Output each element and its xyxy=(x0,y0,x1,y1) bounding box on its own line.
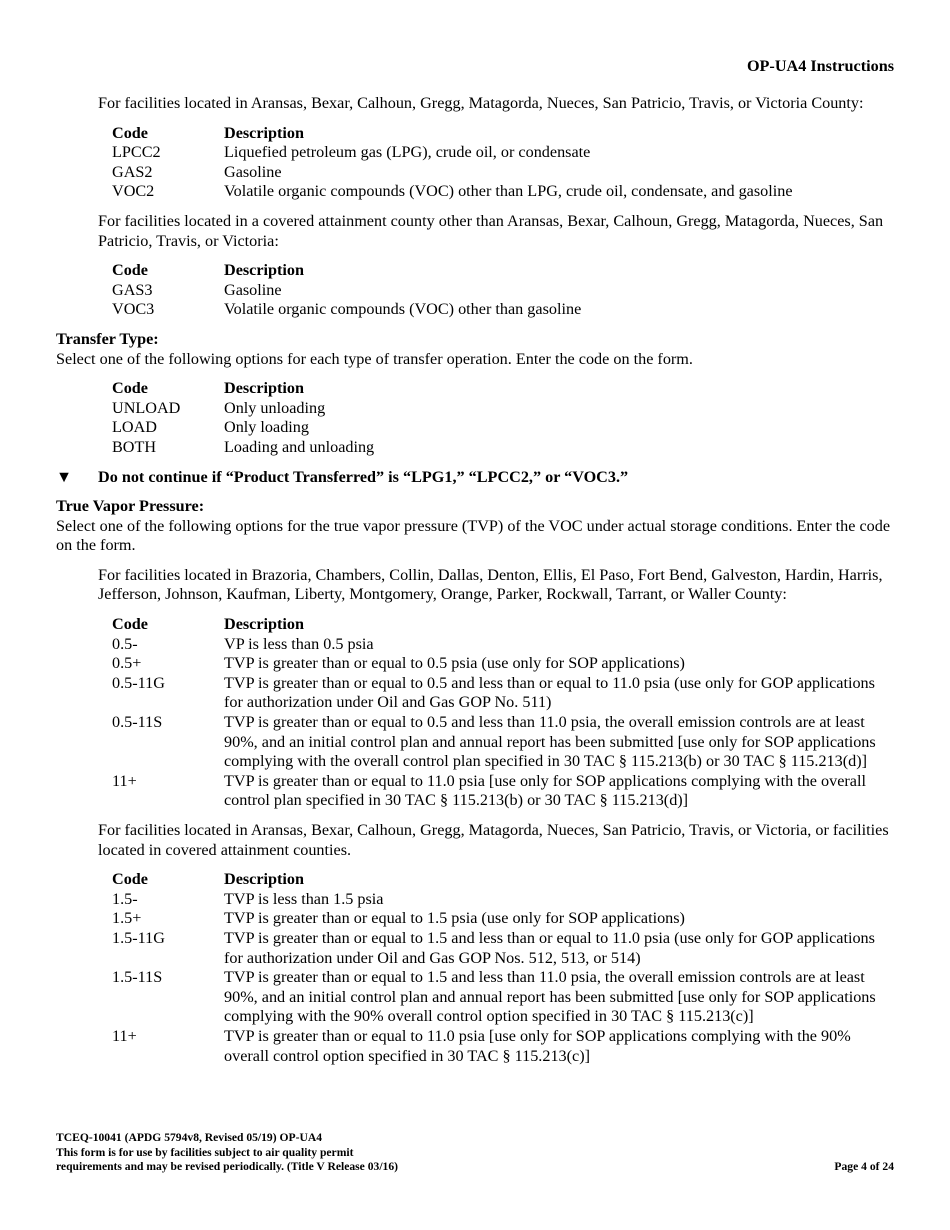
table-header xyxy=(112,870,896,890)
block3-code-table xyxy=(112,615,896,811)
table-row xyxy=(112,1027,896,1066)
table-header xyxy=(112,124,896,144)
stop-warning xyxy=(56,468,896,488)
form-footer xyxy=(56,1131,398,1175)
description-cell: TVP is greater than or equal to 0.5 psia (use only for SOP applications) xyxy=(224,654,685,673)
block3-intro: For facilities located in Brazoria, Chambers, Collin, Dallas, Denton, Ellis, El Paso, Fort Bend, Galveston, Hardin, Harris, Jefferson, Johnson, Kaufman, Liberty, Montgomery, Orange, Parker, Rockwall, Tarrant, or Waller County: xyxy=(98,565,883,604)
code-cell: LOAD xyxy=(112,418,157,437)
table-row xyxy=(112,654,896,674)
code-cell: UNLOAD xyxy=(112,398,181,417)
table-row xyxy=(112,772,896,811)
code-cell: VOC2 xyxy=(112,182,155,201)
description-cell: Only loading xyxy=(224,418,309,437)
code-cell: 0.5-11S xyxy=(112,713,163,732)
code-column-header: Code xyxy=(112,123,148,142)
table-row xyxy=(112,300,896,320)
form-id-line: TCEQ-10041 (APDG 5794v8, Revised 05/19) OP-UA4 xyxy=(56,1131,322,1144)
description-column-header: Description xyxy=(224,870,305,889)
document-body xyxy=(56,94,896,1076)
code-cell: 1.5+ xyxy=(112,909,142,928)
table-row xyxy=(112,713,896,772)
stop-warning-text: Do not continue if “Product Transferred” is “LPG1,” “LPCC2,” or “VOC3.” xyxy=(98,467,629,486)
true-vapor-pressure-heading: True Vapor Pressure: xyxy=(56,497,205,516)
description-cell: Only unloading xyxy=(224,398,326,417)
description-column-header: Description xyxy=(224,123,305,142)
page-number: Page 4 of 24 xyxy=(834,1160,894,1173)
code-cell: GAS3 xyxy=(112,280,153,299)
code-column-header: Code xyxy=(112,870,148,889)
description-cell: TVP is greater than or equal to 1.5 psia (use only for SOP applications) xyxy=(224,909,685,928)
table-row xyxy=(112,281,896,301)
code-cell: 0.5-11G xyxy=(112,673,165,692)
description-cell: Volatile organic compounds (VOC) other than gasoline xyxy=(224,300,582,319)
description-column-header: Description xyxy=(224,379,305,398)
code-cell: 1.5-11S xyxy=(112,968,163,987)
description-cell: TVP is greater than or equal to 0.5 and less than 11.0 psia, the overall emission controls are at least 90%, and an initial control plan and annual report has been submitted [use only for SOP applications complying with the overall control plan specified in 30 TAC § 115.213(b) or 30 TAC § 115.213(d)] xyxy=(224,713,876,771)
table-row xyxy=(112,163,896,183)
true-vapor-pressure-instructions: Select one of the following options for the true vapor pressure (TVP) of the VOC under actual storage conditions. Enter the code on the form. xyxy=(56,516,891,555)
table-row xyxy=(112,399,896,419)
table-row xyxy=(112,418,896,438)
table-header xyxy=(112,615,896,635)
block2-intro: For facilities located in a covered attainment county other than Aransas, Bexar, Calhoun, Gregg, Matagorda, Nueces, San Patricio, Travis, or Victoria: xyxy=(98,211,884,250)
description-cell: TVP is greater than or equal to 1.5 and less than or equal to 11.0 psia (use only for GOP applications for authorization under Oil and Gas GOP Nos. 512, 513, or 514) xyxy=(224,928,875,967)
code-cell: BOTH xyxy=(112,437,157,456)
form-usage-line: This form is for use by facilities subject to air quality permit xyxy=(56,1145,354,1159)
block1-code-table xyxy=(112,124,896,202)
code-cell: GAS2 xyxy=(112,162,153,181)
description-column-header: Description xyxy=(224,615,305,634)
table-row xyxy=(112,182,896,202)
code-cell: 0.5- xyxy=(112,634,138,653)
code-cell: 1.5- xyxy=(112,889,138,908)
description-cell: VP is less than 0.5 psia xyxy=(224,634,374,653)
description-cell: Loading and unloading xyxy=(224,437,375,456)
code-column-header: Code xyxy=(112,261,148,280)
table-row xyxy=(112,674,896,713)
transfer-code-table xyxy=(112,379,896,457)
code-cell: LPCC2 xyxy=(112,143,161,162)
block1-intro: For facilities located in Aransas, Bexar, Calhoun, Gregg, Matagorda, Nueces, San Patricio, Travis, or Victoria County: xyxy=(98,94,864,112)
table-header xyxy=(112,379,896,399)
block4-code-table xyxy=(112,870,896,1066)
table-row xyxy=(112,438,896,458)
form-revision-line: requirements and may be revised periodically. (Title V Release 03/16) xyxy=(56,1160,398,1174)
code-cell: 11+ xyxy=(112,1026,137,1045)
code-cell: 0.5+ xyxy=(112,654,142,673)
code-column-header: Code xyxy=(112,615,148,634)
description-cell: Gasoline xyxy=(224,280,282,299)
table-header xyxy=(112,261,896,281)
description-cell: Liquefied petroleum gas (LPG), crude oil, or condensate xyxy=(224,143,591,162)
transfer-type-heading: Transfer Type: xyxy=(56,329,159,348)
page-header-title: OP-UA4 Instructions xyxy=(746,57,894,75)
table-row xyxy=(112,909,896,929)
description-cell: TVP is greater than or equal to 0.5 and less than or equal to 11.0 psia (use only for GOP applications for authorization under Oil and Gas GOP No. 511) xyxy=(224,673,875,712)
block4-intro: For facilities located in Aransas, Bexar, Calhoun, Gregg, Matagorda, Nueces, San Patricio, Travis, or Victoria, or facilities located in covered attainment counties. xyxy=(98,821,889,859)
table-row xyxy=(112,635,896,655)
description-cell: Volatile organic compounds (VOC) other than LPG, crude oil, condensate, and gasoline xyxy=(224,182,793,201)
code-column-header: Code xyxy=(112,379,148,398)
code-cell: 11+ xyxy=(112,771,137,790)
code-cell: 1.5-11G xyxy=(112,928,165,947)
description-cell: TVP is greater than or equal to 11.0 psia [use only for SOP applications complying with the overall control plan specified in 30 TAC § 115.213(b) or 30 TAC § 115.213(d)] xyxy=(224,771,866,810)
block2-code-table xyxy=(112,261,896,320)
table-row xyxy=(112,143,896,163)
table-row xyxy=(112,929,896,968)
table-row xyxy=(112,968,896,1027)
description-cell: TVP is greater than or equal to 11.0 psia [use only for SOP applications complying with the 90% overall control option specified in 30 TAC § 115.213(c)] xyxy=(224,1026,851,1065)
description-cell: TVP is less than 1.5 psia xyxy=(224,889,384,908)
description-cell: TVP is greater than or equal to 1.5 and less than 11.0 psia, the overall emission controls are at least 90%, and an initial control plan and annual report has been submitted [use only for SOP applications complying with the 90% overall control option specified in 30 TAC § 115.213(c)] xyxy=(224,968,876,1026)
table-row xyxy=(112,890,896,910)
description-column-header: Description xyxy=(224,261,305,280)
down-triangle-icon: ▼ xyxy=(56,467,73,486)
transfer-type-instructions: Select one of the following options for each type of transfer operation. Enter the code on the form. xyxy=(56,349,693,368)
description-cell: Gasoline xyxy=(224,162,282,181)
code-cell: VOC3 xyxy=(112,300,155,319)
